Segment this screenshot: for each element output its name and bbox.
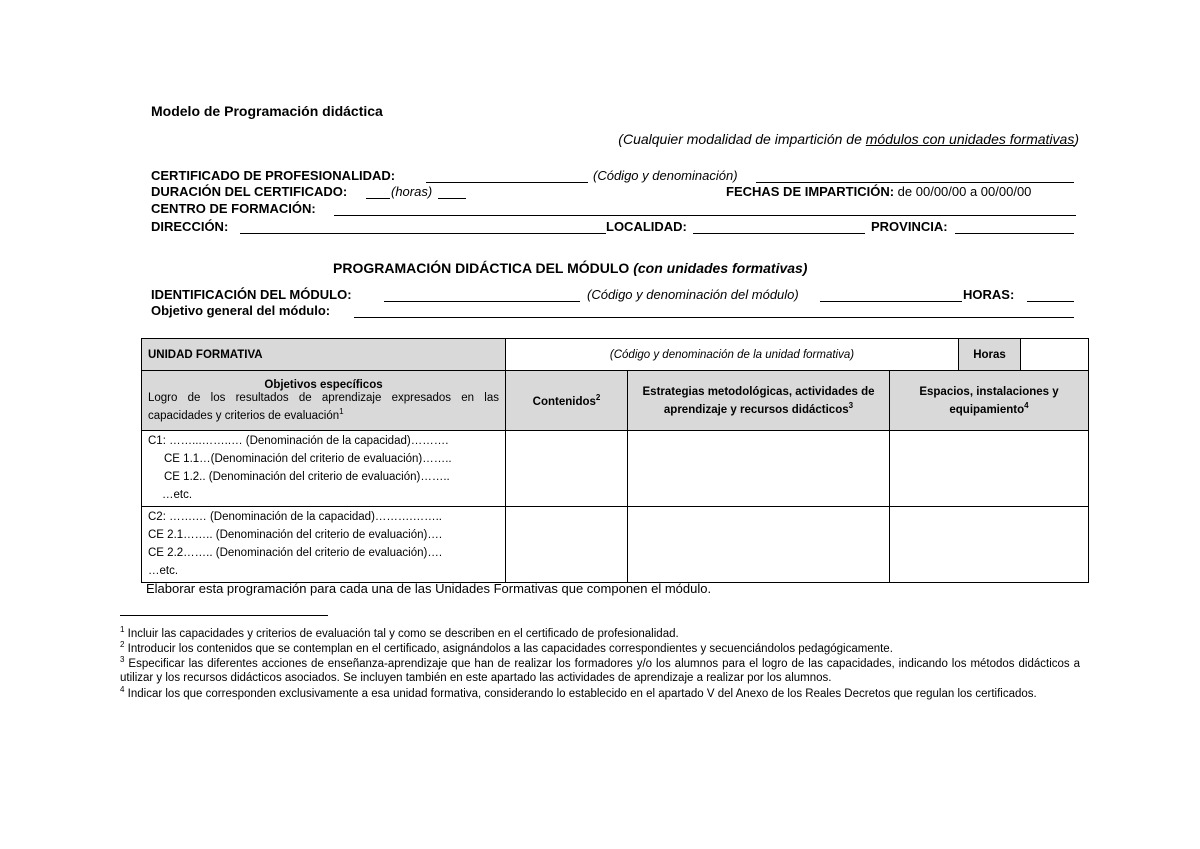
- footnote-number: 1: [120, 625, 125, 634]
- capability-2-cell: [142, 507, 506, 583]
- footnote-text: Introducir los contenidos que se contemplan en el certificado, asignándolos a las capacidades correspondientes y secuenciándolos pedagógicamente.: [127, 642, 893, 655]
- formative-unit-table: [141, 338, 1089, 583]
- subtitle-prefix: (Cualquier modalidad de impartición de: [618, 131, 866, 147]
- uf-hours-value-cell[interactable]: [1021, 339, 1089, 371]
- strategies-cell[interactable]: [628, 507, 890, 583]
- subtitle-suffix: ): [1074, 131, 1079, 147]
- province-label: PROVINCIA:: [871, 219, 948, 234]
- subtitle-underlined: módulos con unidades formativas: [865, 131, 1075, 147]
- contents-cell[interactable]: [506, 507, 628, 583]
- footnote-text: Incluir las capacidades y criterios de evaluación tal y como se describen en el certificado de profesionalidad.: [127, 627, 679, 640]
- capability-1-cell: [142, 431, 506, 507]
- module-hours-line[interactable]: [1027, 301, 1074, 302]
- col-spaces-header: [890, 371, 1089, 431]
- footnote-ref-1: 1: [339, 406, 344, 416]
- etc-line: …etc.: [162, 489, 193, 501]
- page-title: Modelo de Programación didáctica: [151, 103, 383, 119]
- certificate-label: CERTIFICADO DE PROFESIONALIDAD:: [151, 168, 396, 183]
- col-objectives-description: [148, 391, 499, 423]
- capability-line: C2: …….… (Denominación de la capacidad)……….……..: [148, 511, 442, 523]
- table-row: [142, 431, 1089, 507]
- footnote-ref-4: 4: [1024, 400, 1029, 410]
- col-objectives-desc-text: Logro de los resultados de aprendizaje expresados en las capacidades y criterios de evaluación: [148, 391, 499, 422]
- table-header-row: [142, 371, 1089, 431]
- center-label: CENTRO DE FORMACIÓN:: [151, 201, 316, 216]
- center-line[interactable]: [334, 215, 1076, 216]
- strategies-cell[interactable]: [628, 431, 890, 507]
- footnote-separator: [120, 615, 328, 616]
- criterion-line: CE 1.2.. (Denominación del criterio de evaluación)……..: [164, 471, 450, 483]
- module-hours-label: HORAS:: [963, 287, 1015, 302]
- certificate-code-line[interactable]: [426, 182, 588, 183]
- footnote-4: [120, 683, 1080, 701]
- address-label: DIRECCIÓN:: [151, 219, 229, 234]
- uf-hours-label-cell: Horas: [959, 339, 1021, 371]
- spaces-cell[interactable]: [890, 431, 1089, 507]
- col-strategies-text: Estrategias metodológicas, actividades de aprendizaje y recursos didácticos: [642, 385, 875, 416]
- footnote-text: Indicar los que corresponden exclusivamente a esa unidad formativa, considerando lo establecido en el apartado V del Anexo de los Reales Decretos que regulan los certificados.: [127, 687, 1037, 700]
- duration-label: DURACIÓN DEL CERTIFICADO:: [151, 184, 348, 199]
- dates-value: de 00/00/00 a 00/00/00: [897, 184, 1032, 199]
- province-line[interactable]: [955, 233, 1074, 234]
- col-objectives-title: Objetivos específicos: [264, 378, 383, 391]
- module-id-label: IDENTIFICACIÓN DEL MÓDULO:: [151, 287, 352, 302]
- module-code-line[interactable]: [384, 301, 580, 302]
- footnote-ref-3: 3: [848, 400, 854, 410]
- instruction-note: Elaborar esta programación para cada una de las Unidades Formativas que componen el módulo.: [146, 581, 712, 596]
- dates-label: FECHAS DE IMPARTICIÓN:: [726, 184, 895, 199]
- duration-line-left[interactable]: [366, 198, 390, 199]
- table-row: [142, 507, 1089, 583]
- footnote-text: Especificar las diferentes acciones de enseñanza-aprendizaje que han de realizar los formadores y/o los alumnos para el logro de las capacidades, indicando los métodos didácticos a utilizar y los recursos didácticos asociados. Se incluyen también en este apartado las actividades de aprendizaje a realizar por los alumnos.: [120, 657, 1080, 685]
- locality-line[interactable]: [693, 233, 865, 234]
- criterion-line: CE 2.2…….. (Denominación del criterio de evaluación)….: [148, 547, 443, 559]
- capability-line: C1: ……...……..… (Denominación de la capacidad)……….: [148, 435, 449, 447]
- footnote-number: 2: [120, 640, 125, 649]
- page-subtitle: [618, 131, 1079, 147]
- certificate-hint: (Código y denominación): [593, 168, 738, 183]
- col-contents-header: [506, 371, 628, 431]
- module-id-hint: (Código y denominación del módulo): [587, 287, 799, 302]
- module-section-title: [333, 260, 807, 276]
- module-section-title-text: PROGRAMACIÓN DIDÁCTICA DEL MÓDULO: [333, 260, 630, 276]
- module-name-line[interactable]: [820, 301, 962, 302]
- duration-hint: (horas): [391, 184, 433, 199]
- module-objective-label: Objetivo general del módulo:: [151, 303, 331, 318]
- table-row: [142, 339, 1089, 371]
- spaces-cell[interactable]: [890, 507, 1089, 583]
- col-spaces-text: Espacios, instalaciones y equipamiento: [919, 385, 1059, 416]
- criterion-line: CE 1.1…(Denominación del criterio de evaluación)……..: [164, 453, 452, 465]
- address-line[interactable]: [240, 233, 606, 234]
- locality-label: LOCALIDAD:: [606, 219, 687, 234]
- footnote-3: [120, 653, 1080, 686]
- etc-line: …etc.: [148, 565, 179, 577]
- footnote-number: 3: [120, 655, 125, 664]
- footnote-ref-2: 2: [595, 393, 601, 403]
- col-objectives-header: [142, 371, 506, 431]
- module-section-title-italic: (con unidades formativas): [633, 260, 808, 276]
- col-strategies-header: [628, 371, 890, 431]
- contents-cell[interactable]: [506, 431, 628, 507]
- footnote-number: 4: [120, 685, 125, 694]
- duration-line-right[interactable]: [438, 198, 466, 199]
- dates-field: [726, 184, 1031, 199]
- criterion-line: CE 2.1…….. (Denominación del criterio de evaluación)….: [148, 529, 443, 541]
- uf-hint-cell[interactable]: (Código y denominación de la unidad formativa): [506, 339, 959, 371]
- module-objective-line[interactable]: [354, 317, 1074, 318]
- col-contents-text: Contenidos: [532, 395, 596, 408]
- certificate-name-line[interactable]: [756, 182, 1074, 183]
- uf-label-cell: UNIDAD FORMATIVA: [142, 339, 506, 371]
